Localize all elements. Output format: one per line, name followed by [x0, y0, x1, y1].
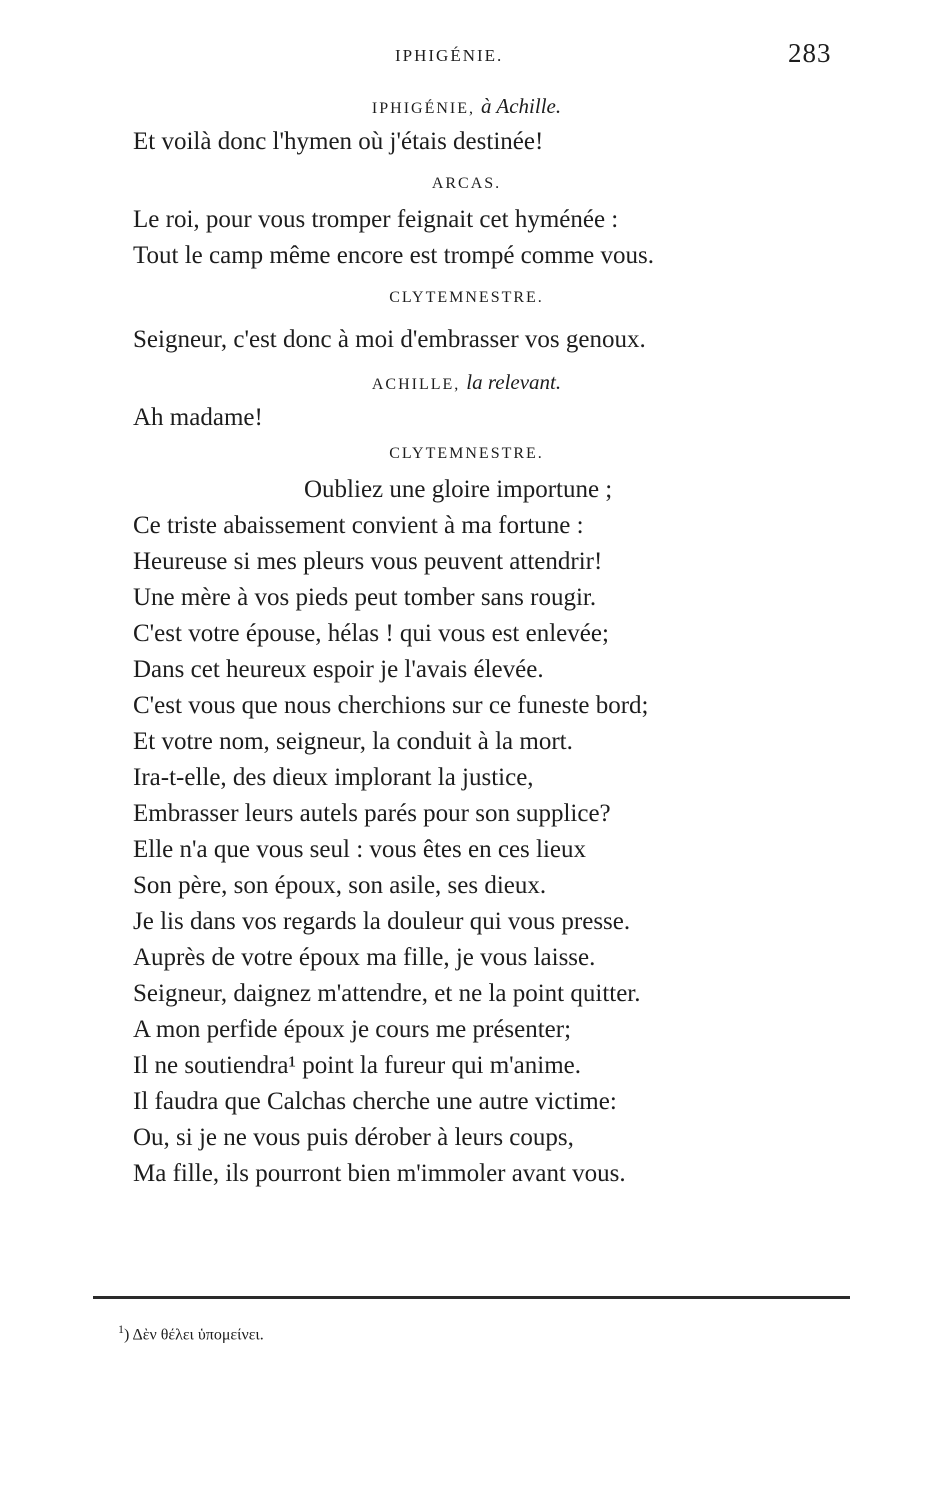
verse-line: Son père, son époux, son asile, ses dieux.: [133, 872, 547, 899]
verse-line: Tout le camp même encore est trompé comme vous.: [133, 242, 654, 269]
stage-direction: à Achille.: [481, 94, 562, 118]
footnote: [118, 1322, 264, 1344]
footnote-text: ) Δὲν θέλει ὑπομείνει.: [124, 1326, 264, 1344]
speaker-heading: CLYTEMNESTRE.: [389, 445, 544, 462]
speaker-heading: ACHILLE, la relevant.: [371, 370, 562, 394]
verse-line: Ce triste abaissement convient à ma fortune :: [133, 512, 584, 539]
verse-line: Auprès de votre époux ma fille, je vous laisse.: [133, 944, 596, 971]
running-title: IPHIGÉNIE.: [395, 46, 504, 65]
speaker-heading: CLYTEMNESTRE.: [389, 289, 544, 306]
verse-line: Heureuse si mes pleurs vous peuvent attendrir!: [133, 548, 603, 575]
running-head: [0, 38, 933, 74]
play-text: [0, 88, 933, 1192]
verse-line: Il ne soutiendra¹ point la fureur qui m'anime.: [133, 1052, 581, 1079]
verse-line: Ira-t-elle, des dieux implorant la justice,: [133, 764, 534, 791]
speaker-heading: ARCAS.: [431, 175, 502, 192]
verse-line: Elle n'a que vous seul : vous êtes en ces lieux: [133, 836, 587, 863]
speaker-heading: IPHIGÉNIE, à Achille.: [371, 94, 562, 118]
verse-line: C'est votre épouse, hélas ! qui vous est enlevée;: [133, 620, 609, 647]
verse-line: Et votre nom, seigneur, la conduit à la mort.: [133, 728, 573, 755]
verse-line: Dans cet heureux espoir je l'avais élevée.: [133, 656, 544, 683]
verse-line: Et voilà donc l'hymen où j'étais destinée!: [133, 128, 544, 155]
stage-direction: la relevant.: [466, 370, 562, 394]
verse-line: Oubliez une gloire importune ;: [304, 476, 613, 503]
verse-line: Ma fille, ils pourront bien m'immoler avant vous.: [133, 1160, 626, 1187]
page-number: 283: [788, 38, 832, 68]
verse-line: Une mère à vos pieds peut tomber sans rougir.: [133, 584, 597, 611]
verse-line: Le roi, pour vous tromper feignait cet hyménée :: [133, 206, 619, 233]
footnote-rule: [93, 1296, 850, 1299]
verse-line: C'est vous que nous cherchions sur ce funeste bord;: [133, 692, 649, 719]
verse-line: Il faudra que Calchas cherche une autre victime:: [133, 1088, 617, 1115]
verse-line: Embrasser leurs autels parés pour son supplice?: [133, 800, 611, 827]
verse-line: Seigneur, daignez m'attendre, et ne la point quitter.: [133, 980, 641, 1007]
verse-line: Je lis dans vos regards la douleur qui vous presse.: [133, 908, 631, 935]
verse-line: A mon perfide époux je cours me présenter;: [133, 1016, 572, 1043]
verse-line: Ou, si je ne vous puis dérober à leurs coups,: [133, 1124, 574, 1151]
verse-line: Seigneur, c'est donc à moi d'embrasser vos genoux.: [133, 326, 646, 353]
footnote-marker: 1: [118, 1322, 124, 1336]
verse-line: Ah madame!: [133, 404, 263, 431]
